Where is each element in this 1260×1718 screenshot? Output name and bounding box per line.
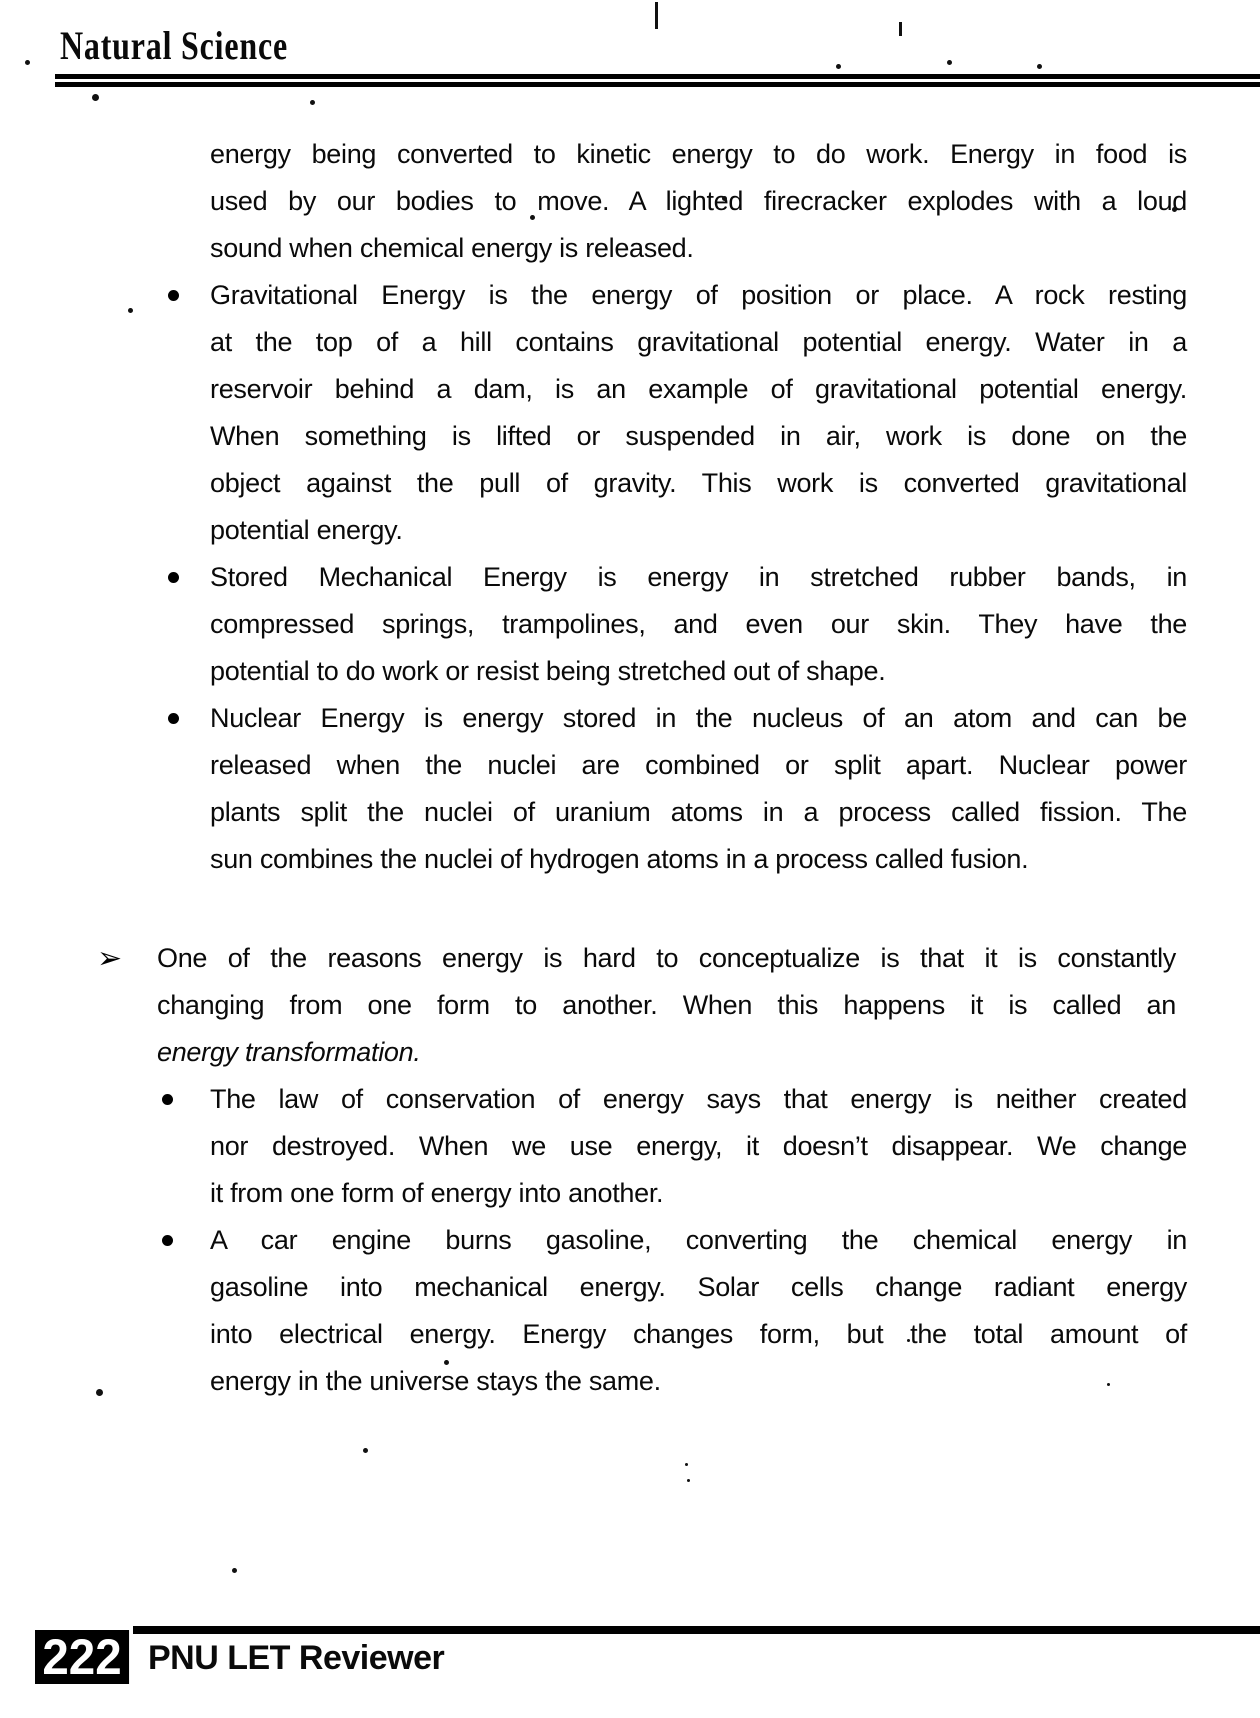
- bullet-list-item: [210, 1076, 1187, 1217]
- text-line: When something is lifted or suspended in air, work is done on the: [210, 421, 1187, 451]
- text-line: it from one form of energy into another.: [210, 1178, 664, 1208]
- bullet-list-item: [210, 554, 1187, 695]
- text-line: nor destroyed. When we use energy, it doesn’t disappear. We change: [210, 1131, 1187, 1161]
- text-line: energy being converted to kinetic energy to do work. Energy in food is: [210, 139, 1187, 169]
- page-number-badge: 222: [35, 1630, 129, 1684]
- text-line: The law of conservation of energy says that energy is neither created: [210, 1084, 1187, 1114]
- text-line: changing from one form to another. When this happens it is called an: [157, 990, 1176, 1020]
- bullet-list-item: [210, 695, 1187, 883]
- text-line: plants split the nuclei of uranium atoms in a process called fission. The: [210, 797, 1187, 827]
- header-double-rule: [55, 74, 1260, 87]
- text-line: sun combines the nuclei of hydrogen atoms in a process called fusion.: [210, 844, 1029, 874]
- scan-artifact-specks: [0, 0, 5, 5]
- scan-artifact-dash: [655, 2, 658, 29]
- text-line: potential energy.: [210, 515, 403, 545]
- text-lines: [210, 272, 1187, 554]
- text-line: into electrical energy. Energy changes form, but the total amount of: [210, 1319, 1187, 1349]
- footer-book-title: PNU LET Reviewer: [148, 1639, 445, 1677]
- text-lines: [210, 131, 1187, 272]
- text-lines: [157, 935, 1176, 1076]
- text-line: potential to do work or resist being stretched out of shape.: [210, 656, 886, 686]
- text-line: gasoline into mechanical energy. Solar cells change radiant energy: [210, 1272, 1187, 1302]
- text-line: energy in the universe stays the same.: [210, 1366, 661, 1396]
- text-lines: [210, 1076, 1187, 1217]
- bullet-list-item: [210, 1217, 1187, 1405]
- text-lines: [210, 554, 1187, 695]
- document-content: [0, 131, 1260, 1405]
- text-lines: [210, 1217, 1187, 1405]
- page-header-title: Natural Science: [60, 23, 288, 68]
- text-line: sound when chemical energy is released.: [210, 233, 694, 263]
- text-line: A car engine burns gasoline, converting the chemical energy in: [210, 1225, 1187, 1255]
- text-line: at the top of a hill contains gravitational potential energy. Water in a: [210, 327, 1187, 357]
- bullet-dot-icon: [168, 572, 179, 583]
- bullet-dot-icon: [168, 290, 179, 301]
- bullet-list-item: [210, 272, 1187, 554]
- text-line: reservoir behind a dam, is an example of gravitational potential energy.: [210, 374, 1187, 404]
- arrow-bullet-icon: ➢: [97, 942, 123, 975]
- text-lines: [210, 695, 1187, 883]
- paragraph: [210, 131, 1187, 272]
- bullet-dot-icon: [168, 713, 179, 724]
- bullet-dot-icon: [162, 1235, 173, 1246]
- footer-rule: [133, 1626, 1260, 1634]
- text-line: One of the reasons energy is hard to conceptualize is that it is constantly: [157, 943, 1176, 973]
- text-line: used by our bodies to move. A lighted firecracker explodes with a loud: [210, 186, 1187, 216]
- text-line: energy transformation.: [157, 1037, 421, 1067]
- arrow-list-item: [97, 935, 1176, 1076]
- text-line: Gravitational Energy is the energy of position or place. A rock resting: [210, 280, 1187, 310]
- text-line: released when the nuclei are combined or split apart. Nuclear power: [210, 750, 1187, 780]
- scan-artifact-dash: [899, 22, 902, 36]
- text-line: Nuclear Energy is energy stored in the nucleus of an atom and can be: [210, 703, 1187, 733]
- text-line: compressed springs, trampolines, and even our skin. They have the: [210, 609, 1187, 639]
- text-line: Stored Mechanical Energy is energy in stretched rubber bands, in: [210, 562, 1187, 592]
- text-line: object against the pull of gravity. This work is converted gravitational: [210, 468, 1187, 498]
- bullet-dot-icon: [162, 1094, 173, 1105]
